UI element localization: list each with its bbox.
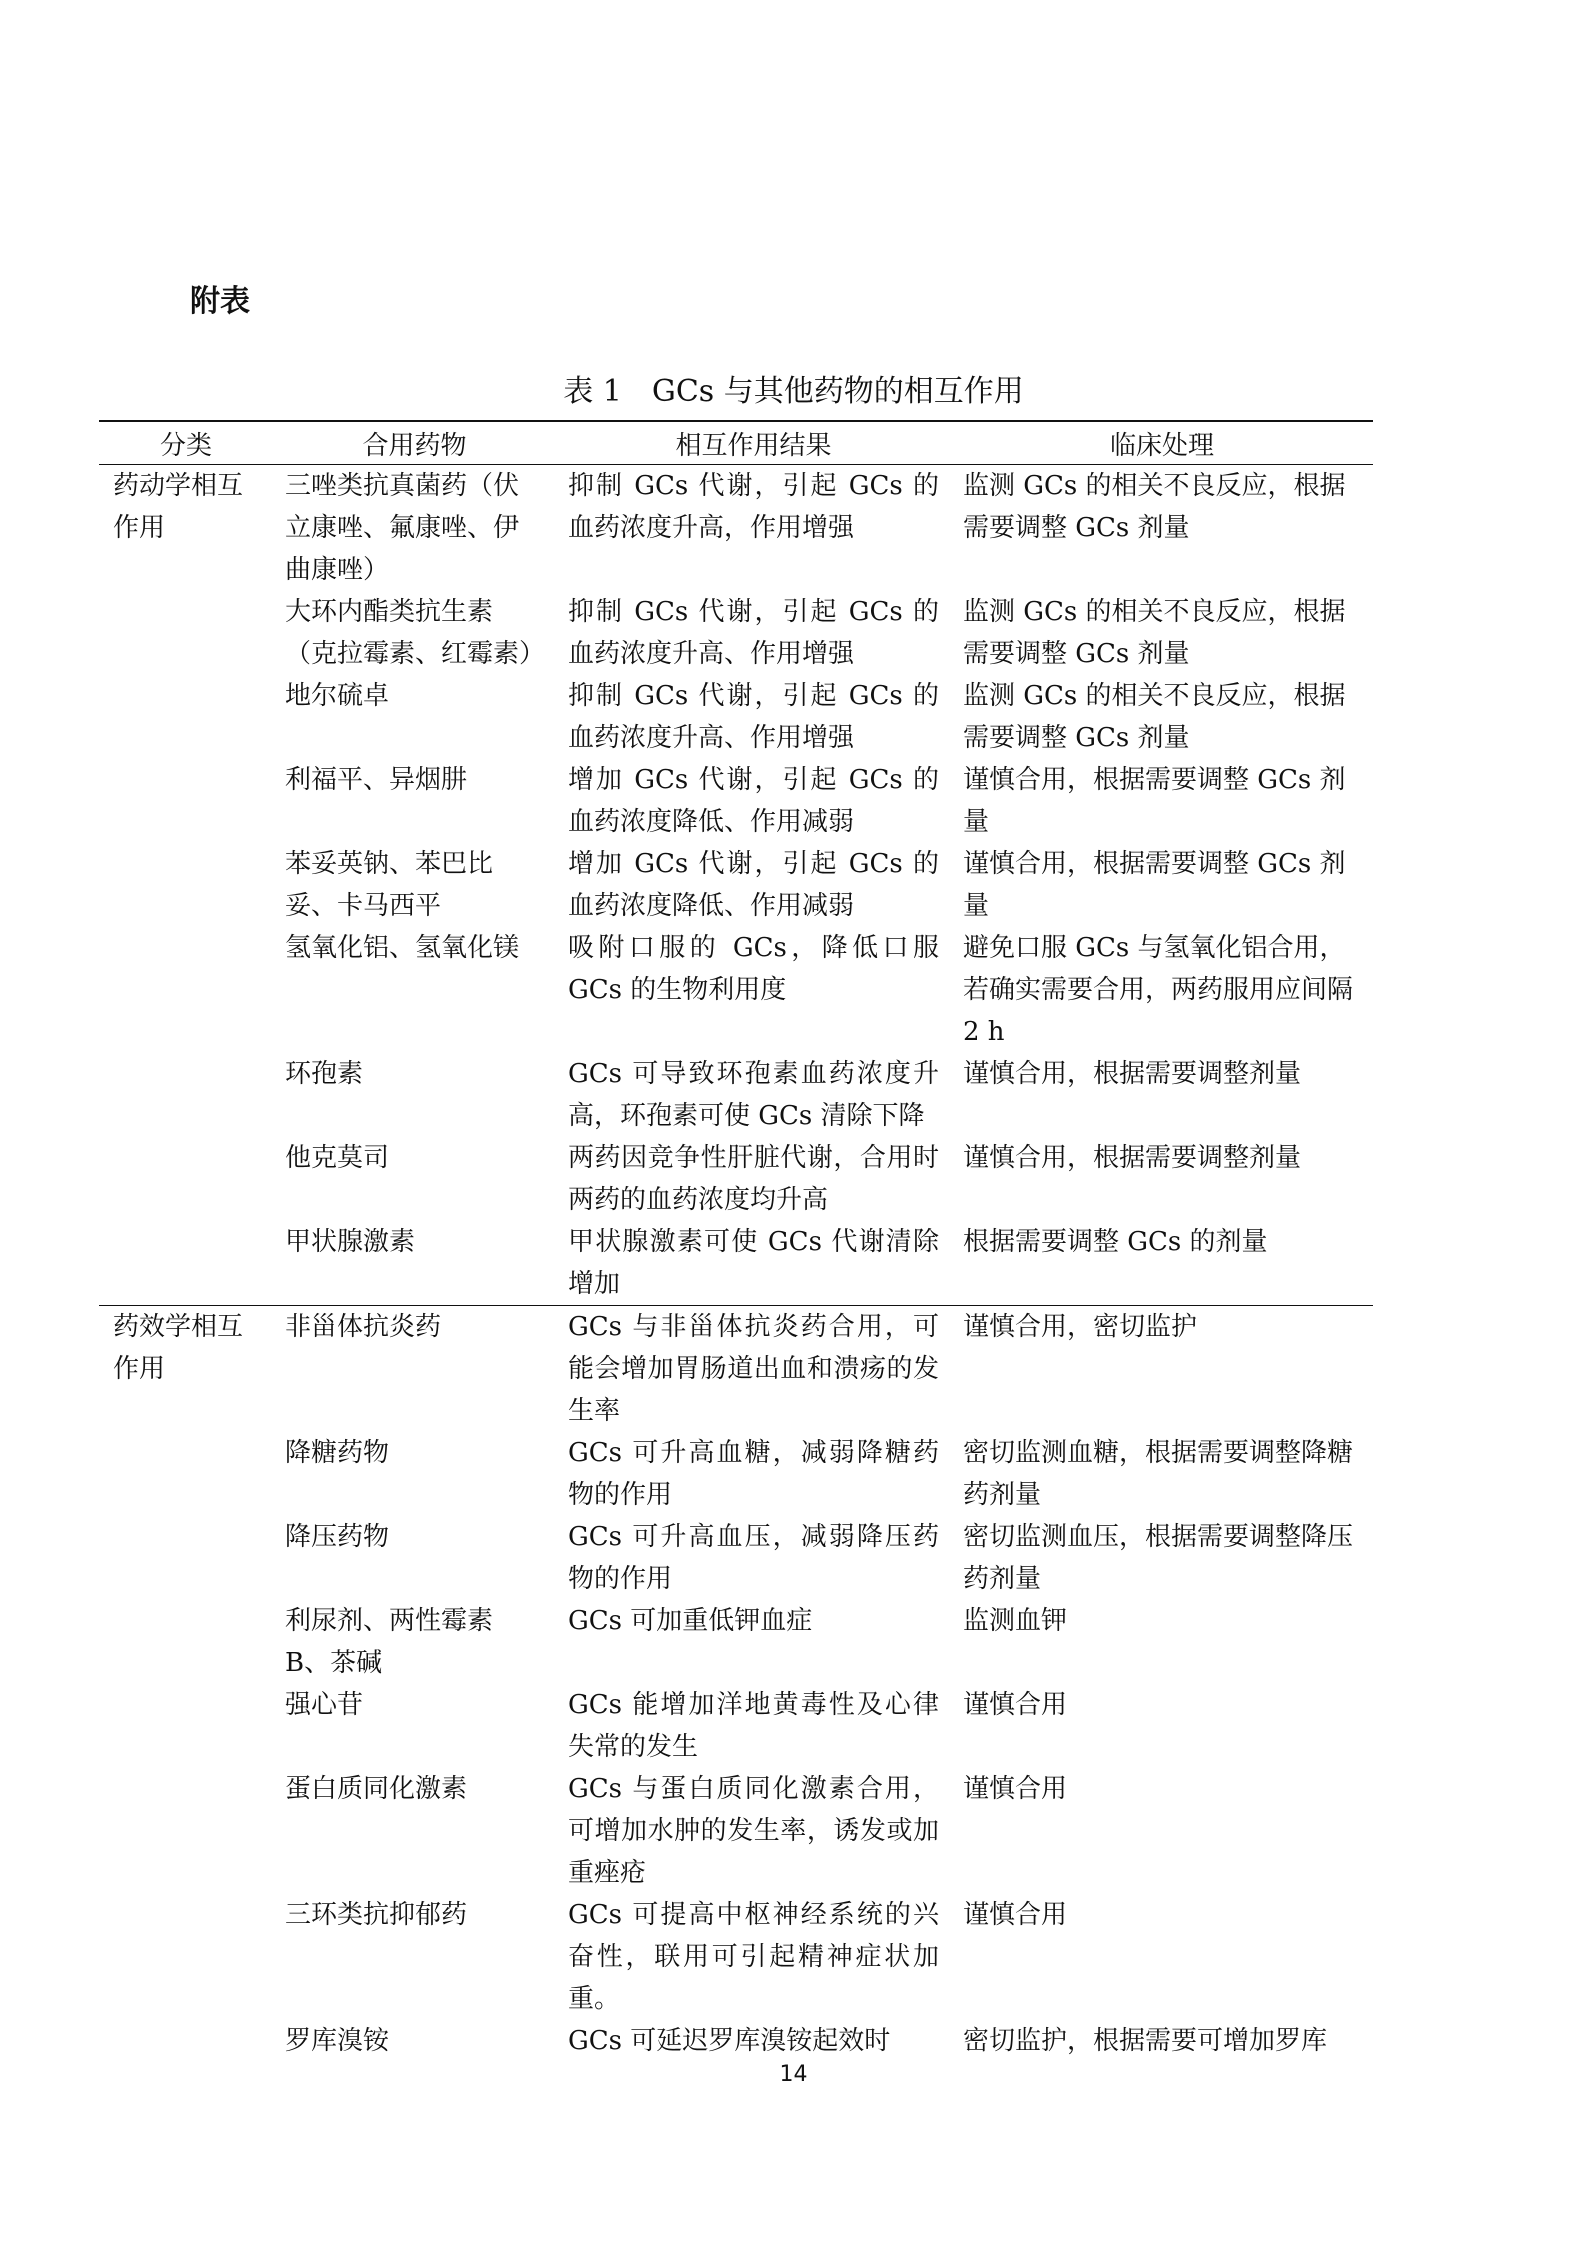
result-cell: GCs 与蛋白质同化激素合用，可增加水肿的发生率，诱发或加重痤疮 (568, 1774, 939, 1888)
drug-cell: 苯妥英钠、苯巴比妥、卡马西平 (285, 849, 494, 921)
result-cell: 抑制 GCs 代谢，引起 GCs 的血药浓度升高，作用增强 (556, 465, 951, 592)
drug-cell: 利尿剂、两性霉素 B、茶碱 (285, 1606, 494, 1678)
table-row (99, 843, 1373, 927)
drug-cell: 三环类抗抑郁药 (285, 1900, 468, 1930)
category-cell: 药效学相互作用 (99, 1306, 273, 1433)
category-cell (99, 2020, 273, 2062)
handling-cell: 密切监测血压，根据需要调整降压药剂量 (963, 1522, 1354, 1594)
table-caption: 表 1 GCs 与其他药物的相互作用 (563, 374, 1024, 409)
table-row (99, 2020, 1373, 2062)
handling-cell: 监测 GCs 的相关不良反应，根据需要调整 GCs 剂量 (951, 465, 1373, 592)
result-cell: 吸附口服的 GCs，降低口服 GCs 的生物利用度 (568, 933, 939, 1005)
handling-cell: 监测 GCs 的相关不良反应，根据需要调整 GCs 剂量 (963, 681, 1346, 753)
category-cell (99, 1768, 273, 1894)
handling-cell: 监测 GCs 的相关不良反应，根据需要调整 GCs 剂量 (963, 597, 1346, 669)
drug-cell: 蛋白质同化激素 (285, 1774, 468, 1804)
category-cell (99, 1516, 273, 1600)
category-cell (99, 591, 273, 675)
drug-cell: 环孢素 (285, 1059, 364, 1089)
result-cell: GCs 可提高中枢神经系统的兴奋性，联用可引起精神症状加重。 (568, 1900, 939, 2014)
result-cell: 抑制 GCs 代谢，引起 GCs 的血药浓度升高、作用增强 (568, 597, 939, 669)
table-row (99, 1684, 1373, 1768)
drug-cell: 利福平、异烟肼 (285, 765, 468, 795)
handling-cell: 监测血钾 (963, 1606, 1068, 1636)
result-cell: GCs 可延迟罗库溴铵起效时 (568, 2026, 891, 2056)
table-row (99, 1053, 1373, 1137)
handling-cell: 密切监护，根据需要可增加罗库 (963, 2026, 1328, 2056)
result-cell: GCs 能增加洋地黄毒性及心律失常的发生 (568, 1690, 939, 1762)
interaction-table (99, 420, 1373, 2062)
handling-cell: 谨慎合用，根据需要调整剂量 (963, 1143, 1302, 1173)
category-cell (99, 1684, 273, 1768)
result-cell: GCs 可导致环孢素血药浓度升高，环孢素可使 GCs 清除下降 (568, 1059, 939, 1131)
table-row (99, 759, 1373, 843)
result-cell: GCs 可加重低钾血症 (568, 1606, 813, 1636)
handling-cell: 谨慎合用，根据需要调整 GCs 剂量 (963, 849, 1346, 921)
drug-cell: 非甾体抗炎药 (273, 1306, 556, 1433)
header-drug: 合用药物 (273, 421, 556, 465)
table-row (99, 1306, 1373, 1433)
header-result: 相互作用结果 (556, 421, 951, 465)
table-row (99, 465, 1373, 592)
result-cell: 甲状腺激素可使 GCs 代谢清除增加 (568, 1227, 939, 1299)
result-cell: 增加 GCs 代谢，引起 GCs 的血药浓度降低、作用减弱 (568, 765, 939, 837)
drug-cell: 他克莫司 (285, 1143, 390, 1173)
drug-cell: 强心苷 (285, 1690, 364, 1720)
result-cell: GCs 可升高血糖，减弱降糖药物的作用 (568, 1438, 939, 1510)
table-row (99, 1137, 1373, 1221)
table-row (99, 1516, 1373, 1600)
drug-cell: 降压药物 (285, 1522, 390, 1552)
table-row (99, 591, 1373, 675)
category-cell (99, 1894, 273, 2020)
category-cell (99, 675, 273, 759)
drug-cell: 氢氧化铝、氢氧化镁 (285, 933, 520, 963)
appendix-heading: 附表 (190, 284, 250, 319)
category-cell (99, 843, 273, 927)
handling-cell: 谨慎合用 (963, 1900, 1068, 1930)
header-category: 分类 (99, 421, 273, 465)
result-cell: GCs 与非甾体抗炎药合用，可能会增加胃肠道出血和溃疡的发生率 (556, 1306, 951, 1433)
table-row (99, 1221, 1373, 1306)
category-cell (99, 1137, 273, 1221)
handling-cell: 避免口服 GCs 与氢氧化铝合用，若确实需要合用，两药服用应间隔 2 h (963, 933, 1354, 1047)
table-header-row (99, 421, 1373, 465)
table-body (99, 465, 1373, 2063)
drug-cell: 降糖药物 (285, 1438, 390, 1468)
category-cell (99, 927, 273, 1053)
category-cell: 药动学相互作用 (99, 465, 273, 592)
header-handling: 临床处理 (951, 421, 1373, 465)
table-row (99, 1768, 1373, 1894)
table-row (99, 675, 1373, 759)
result-cell: 抑制 GCs 代谢，引起 GCs 的血药浓度升高、作用增强 (568, 681, 939, 753)
category-cell (99, 1053, 273, 1137)
handling-cell: 谨慎合用 (963, 1690, 1068, 1720)
drug-cell: 甲状腺激素 (285, 1227, 416, 1257)
handling-cell: 谨慎合用 (963, 1774, 1068, 1804)
handling-cell: 根据需要调整 GCs 的剂量 (963, 1227, 1268, 1257)
interaction-table-container (99, 420, 1373, 2062)
drug-cell: 地尔硫卓 (285, 681, 390, 711)
drug-cell: 罗库溴铵 (285, 2026, 390, 2056)
table-row (99, 1432, 1373, 1516)
result-cell: 两药因竞争性肝脏代谢，合用时两药的血药浓度均升高 (568, 1143, 939, 1215)
table-row (99, 1600, 1373, 1684)
result-cell: 增加 GCs 代谢，引起 GCs 的血药浓度降低、作用减弱 (568, 849, 939, 921)
result-cell: GCs 可升高血压，减弱降压药物的作用 (568, 1522, 939, 1594)
handling-cell: 谨慎合用，根据需要调整 GCs 剂量 (963, 765, 1346, 837)
handling-cell: 谨慎合用，密切监护 (951, 1306, 1373, 1433)
page-number: 14 (779, 2062, 808, 2087)
handling-cell: 密切监测血糖，根据需要调整降糖药剂量 (963, 1438, 1354, 1510)
table-row (99, 1894, 1373, 2020)
category-cell (99, 1221, 273, 1306)
drug-cell: 三唑类抗真菌药（伏立康唑、氟康唑、伊曲康唑） (273, 465, 556, 592)
table-row (99, 927, 1373, 1053)
handling-cell: 谨慎合用，根据需要调整剂量 (963, 1059, 1302, 1089)
drug-cell: 大环内酯类抗生素（克拉霉素、红霉素） (285, 597, 546, 669)
category-cell (99, 1432, 273, 1516)
category-cell (99, 759, 273, 843)
category-cell (99, 1600, 273, 1684)
